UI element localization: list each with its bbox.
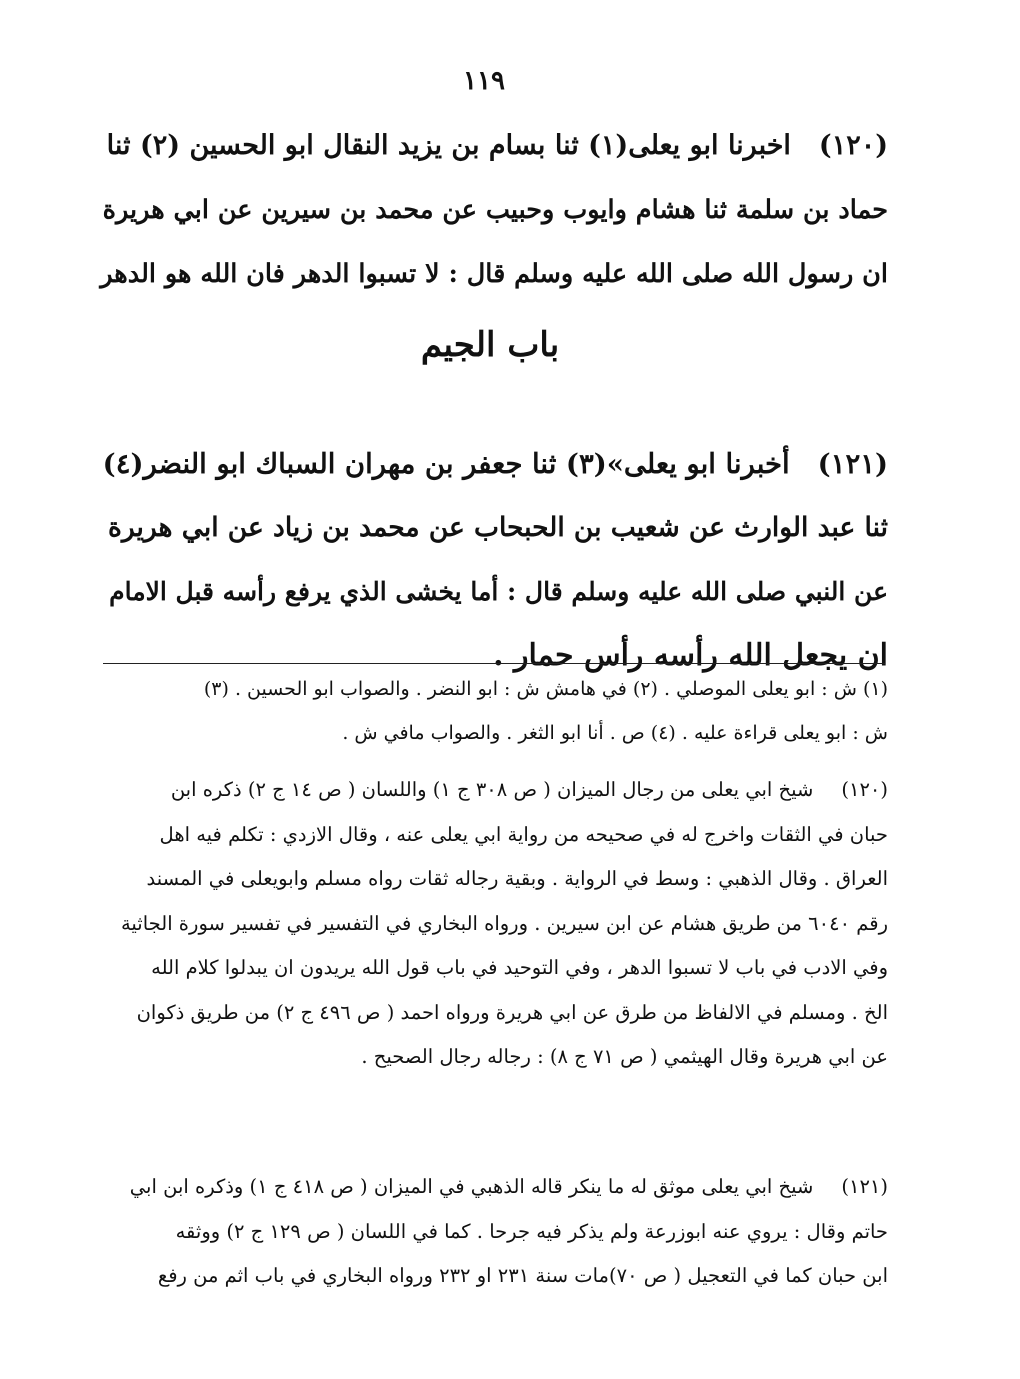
hadith-121-line-1 [98,432,888,496]
page-number: ١١٩ [463,66,505,96]
footnote-divider [103,663,885,664]
note-120-line-1 [98,768,888,813]
hadith-120-line-2: حماد بن سلمة ثنا هشام وايوب وحبيب عن محمد بن سيرين عن ابي هريرة [102,195,888,225]
hadith-121-line-2: ثنا عبد الوارث عن شعيب بن الحبحاب عن محمد بن زياد عن ابي هريرة [108,512,888,543]
note-120-line-5: وفي الادب في باب لا تسبوا الدهر ، وفي التوحيد في باب قول الله يريدون ان يبدلوا كلام الله [151,956,888,979]
note-121-number: (١٢١) [841,1175,888,1198]
hadith-121-line-1-text: أخبرنا ابو يعلى»(٣) ثنا جعفر بن مهران السباك ابو النضر(٤) [102,448,790,480]
note-120-line-3: العراق . وقال الذهبي : وسط في الرواية . وبقية رجاله ثقات رواه مسلم وابويعلى في المسند [146,867,888,890]
footnote-line-2: ش : ابو يعلى قراءة عليه . (٤) ص . أنا ابو الثغر . والصواب مافي ش . [342,722,888,744]
note-120-line-4: رقم ٦٠٤٠ من طريق هشام عن ابن سيرين . ورواه البخاري في التفسير في تفسير سورة الجاثية [120,911,888,935]
note-120-number: (١٢٠) [841,778,888,801]
hadith-120-line-1 [98,114,888,178]
note-121-line-1-text: شيخ ابي يعلى موثق له ما ينكر قاله الذهبي في الميزان ( ص ٤١٨ ج ١) وذكره ابن ابي [129,1175,814,1198]
hadith-121-number: (١٢١) [817,448,888,480]
note-120-line-6: الخ . ومسلم في الالفاظ من طرق عن ابي هريرة ورواه احمد ( ص ٤٩٦ ج ٢) من طريق ذكوان [136,1000,888,1024]
section-heading: باب الجيم [420,325,560,365]
hadith-120-line-3: ان رسول الله صلى الله عليه وسلم قال : لا تسبوا الدهر فان الله هو الدهر [100,259,888,289]
note-121-line-3: ابن حبان كما في التعجيل ( ص ٧٠)مات سنة ٢٣١ او ٢٣٢ ورواه البخاري في باب اثم من رفع [157,1264,888,1287]
hadith-121-line-4: ان يجعل الله رأسه رأس حمار . [493,638,888,673]
footnote-line-1: (١) ش : ابو يعلى الموصلي . (٢) في هامش ش : ابو النضر . والصواب ابو الحسين . (٣) [203,678,888,700]
note-120-block [98,768,888,1080]
footnotes-block [98,667,888,755]
hadith-120-line-1-text: اخبرنا ابو يعلى(١) ثنا بسام بن يزيد النقال ابو الحسين (٢) ثنا [106,130,791,161]
hadith-120-block [98,114,888,306]
hadith-121-block [98,432,888,688]
note-121-line-2: حاتم وقال : يروي عنه ابوزرعة ولم يذكر فيه جرحا . كما في اللسان ( ص ١٢٩ ج ٢) ووثقه [175,1219,888,1243]
hadith-120-number: (١٢٠) [818,130,888,161]
note-121-line-1 [98,1165,888,1210]
note-120-line-1-text: شيخ ابي يعلى من رجال الميزان ( ص ٣٠٨ ج ١) واللسان ( ص ١٤ ج ٢) ذكره ابن [170,778,814,801]
note-121-block [98,1165,888,1299]
hadith-121-line-3: عن النبي صلى الله عليه وسلم قال : أما يخشى الذي يرفع رأسه قبل الامام [109,577,888,606]
note-120-line-7: عن ابي هريرة وقال الهيثمي ( ص ٧١ ج ٨) : رجاله رجال الصحيح . [361,1045,888,1068]
note-120-line-2: حبان في الثقات واخرج له في صحيحه من رواية ابي يعلى عنه ، وقال الازدي : تكلم فيه اهل [159,822,888,846]
